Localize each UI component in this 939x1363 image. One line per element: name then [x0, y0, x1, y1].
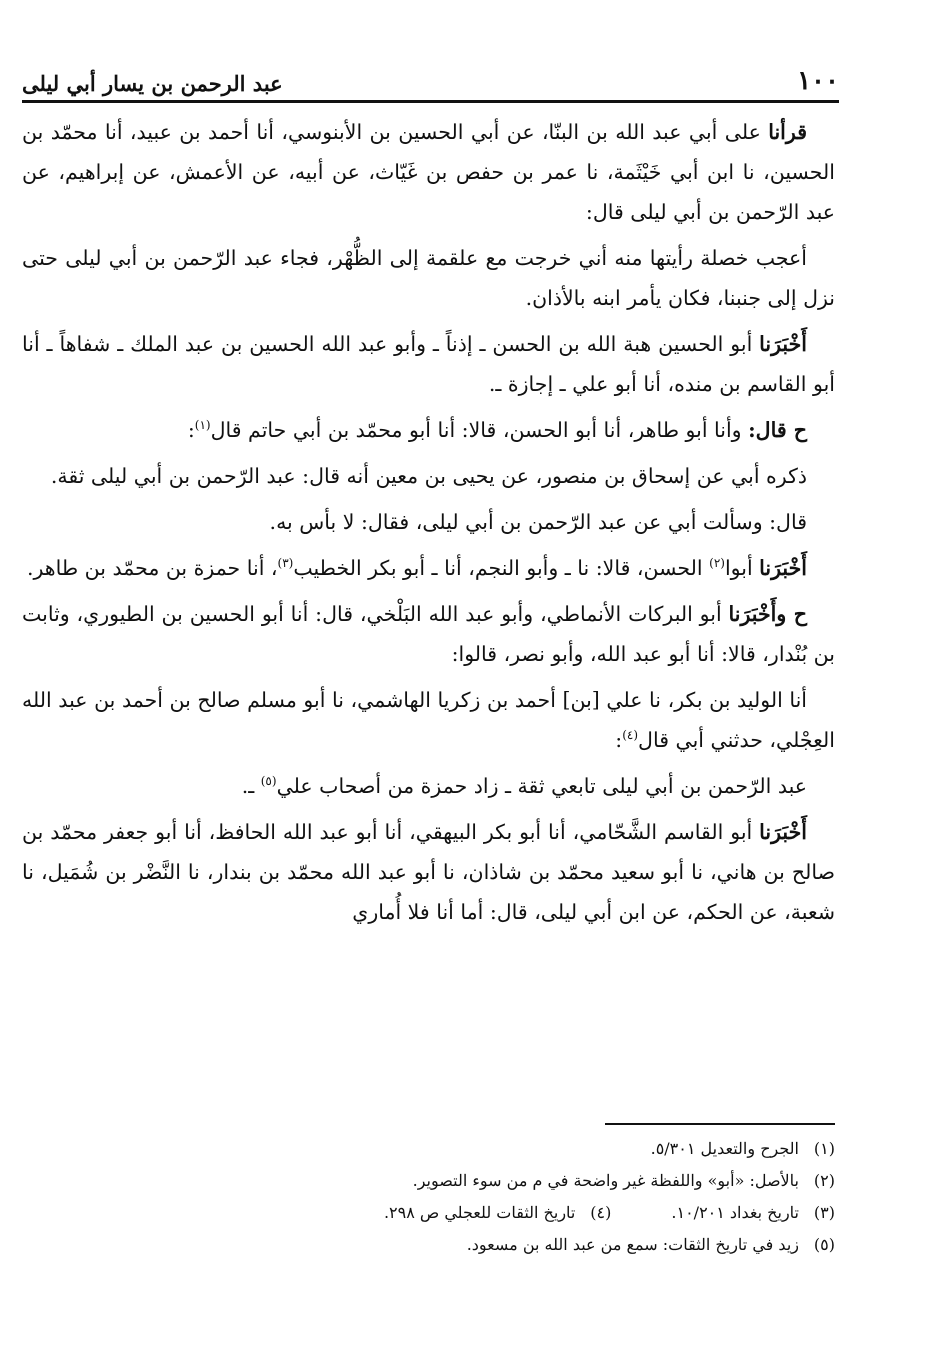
paragraph-lead: قرأنا: [768, 120, 807, 144]
footnote-text: زيد في تاريخ الثقات: سمع من عبد الله بن مسعود.: [466, 1235, 799, 1254]
running-title: عبد الرحمن بن يسار أبي ليلى: [22, 71, 283, 96]
footnote: [22, 1133, 835, 1165]
paragraph-lead: أَخْبَرَنا: [759, 556, 807, 580]
footnote-number: (٢): [813, 1171, 835, 1190]
main-text: [22, 112, 835, 938]
paragraph-text: أبو القاسم الشَّحّامي، أنا أبو بكر البيهقي، أنا أبو عبد الله الحافظ، أنا أبو جعفر محمّد بن صالح بن هاني، نا أبو سعيد محمّد بن شاذان، نا أبو عبد الله محمّد بن بندار، نا النَّضْر بن شُمَيل، نا شعبة، عن الحكم، عن ابن أبي ليلى، قال: أما أنا فلا أُماري: [22, 820, 835, 924]
footnote-number: (١): [813, 1139, 835, 1158]
paragraph: [22, 410, 835, 450]
paragraph: [22, 502, 835, 542]
paragraph-tail: ، أنا حمزة بن محمّد بن طاهر.: [26, 556, 278, 580]
footnote-text: تاريخ الثقات للعجلي ص ٢٩٨.: [383, 1203, 576, 1222]
footnote: [22, 1229, 835, 1261]
paragraph: [22, 548, 835, 588]
paragraph-text: عبد الرّحمن بن أبي ليلى تابعي ثقة ـ زاد حمزة من أصحاب علي: [276, 774, 807, 798]
paragraph: [22, 594, 835, 674]
paragraph-text: أبو الحسين هبة الله بن الحسن ـ إذناً ـ وأبو عبد الله الحسين بن عبد الملك ـ شفاهاً ـ أنا أبو القاسم بن منده، أنا أبو علي ـ إجازة ـ.: [22, 332, 835, 396]
footnote-number: (٥): [813, 1235, 835, 1254]
footnote-ref[interactable]: (١): [194, 418, 211, 433]
footnote-ref[interactable]: (٤): [622, 728, 639, 743]
paragraph-text: وأنا أبو طاهر، أنا أبو الحسن، قالا: أنا أبو محمّد بن أبي حاتم قال: [210, 418, 749, 442]
footnote-text: الجرح والتعديل ٥/٣٠١.: [650, 1139, 799, 1158]
paragraph-text: قال: وسألت أبي عن عبد الرّحمن بن أبي ليلى، فقال: لا بأس به.: [269, 510, 807, 534]
paragraph: [22, 238, 835, 318]
paragraph-text: أنا الوليد بن بكر، نا علي [بن] أحمد بن زكريا الهاشمي، نا أبو مسلم صالح بن أحمد بن عبد الله العِجْلي، حدثني أبي قال: [22, 688, 835, 752]
paragraph-text: على أبي عبد الله بن البنّا، عن أبي الحسين بن الأبنوسي، أنا أحمد بن عبيد، أنا محمّد بن الحسين، نا ابن أبي خَيْثَمة، نا عمر بن حفص بن غَيّاث، عن أبيه، عن الأعمش، عن إبراهيم، عن عبد الرّحمن بن أبي ليلى قال:: [22, 120, 835, 224]
paragraph-tail: :: [615, 728, 623, 752]
footnote: [22, 1165, 835, 1197]
paragraph-text: أعجب خصلة رأيتها منه أني خرجت مع علقمة إلى الظُّهْر، فجاء عبد الرّحمن بن أبي ليلى حتى نزل إلى جنبنا، فكان يأمر ابنه بالأذان.: [22, 246, 835, 310]
paragraph: [22, 812, 835, 932]
footnotes: [22, 1133, 835, 1261]
paragraph-lead: ح وأَخْبَرَنا: [728, 602, 807, 626]
paragraph-tail: ـ.: [241, 774, 261, 798]
paragraph: [22, 456, 835, 496]
paragraph-tail: :: [187, 418, 195, 442]
footnote-ref[interactable]: (٢): [709, 556, 725, 571]
header-rule: [22, 100, 839, 103]
paragraph-text: أبوا: [724, 556, 760, 580]
paragraph: [22, 766, 835, 806]
footnote-text: بالأصل: «أبو» واللفظة غير واضحة في م من سوء التصوير.: [412, 1171, 799, 1190]
paragraph: [22, 680, 835, 760]
footnote-number: (٣): [813, 1203, 835, 1222]
page-header: [22, 56, 839, 96]
footnote-ref[interactable]: (٣): [277, 556, 294, 571]
paragraph-text: أبو البركات الأنماطي، وأبو عبد الله البَلْخي، قال: أنا أبو الحسين بن الطيوري، وثابت بن بُنْدار، قالا: أنا أبو عبد الله، وأبو نصر، قالوا:: [22, 602, 835, 666]
page-number: ١٠٠: [797, 66, 839, 96]
paragraph-lead: أَخْبَرَنا: [759, 332, 807, 356]
paragraph-lead: أَخْبَرَنا: [759, 820, 807, 844]
footnote-text: تاريخ بغداد ١٠/٢٠١.: [671, 1203, 799, 1222]
footnote: [22, 1197, 835, 1229]
footnote-ref[interactable]: (٥): [260, 774, 277, 789]
paragraph-lead: ح قال:: [748, 418, 807, 442]
paragraph-text: ذكره أبي عن إسحاق بن منصور، عن يحيى بن معين أنه قال: عبد الرّحمن بن أبي ليلى ثقة.: [50, 464, 807, 488]
paragraph: [22, 112, 835, 232]
paragraph-tail: الحسن، قالا: نا ـ وأبو النجم، أنا ـ أبو بكر الخطيب: [293, 556, 710, 580]
footnote-rule: [605, 1123, 835, 1125]
paragraph: [22, 324, 835, 404]
footnote-number: (٤): [590, 1203, 612, 1222]
